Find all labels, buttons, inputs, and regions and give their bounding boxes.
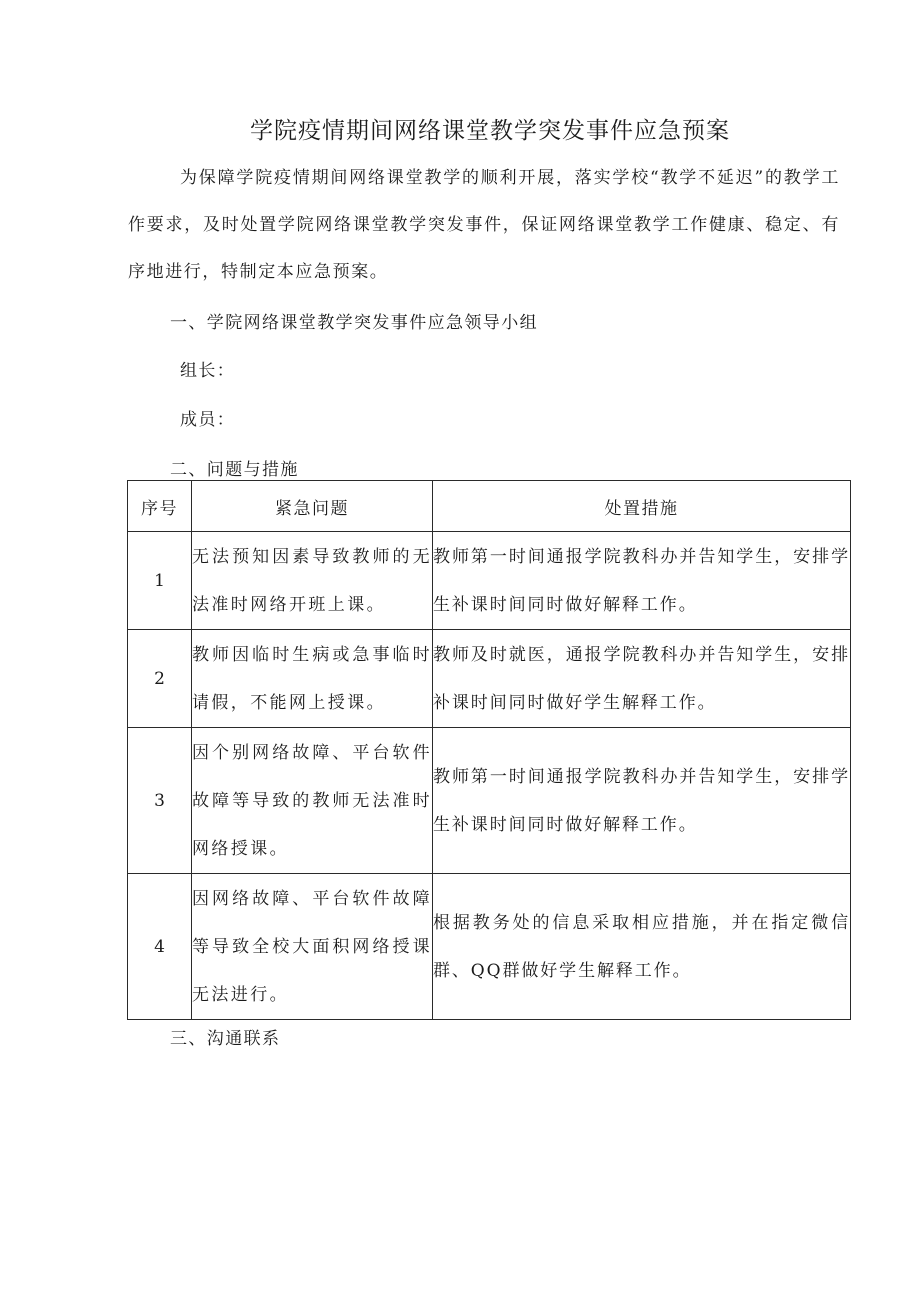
section2-heading: 二、问题与措施: [170, 460, 299, 480]
row-index: 4: [128, 874, 192, 1020]
table-row: [128, 630, 851, 728]
row-action: 教师及时就医，通报学院教科办并告知学生，安排补课时间同时做好学生解释工作。: [433, 630, 851, 728]
table-row: [128, 728, 851, 874]
row-index: 1: [128, 532, 192, 630]
header-issue: 紧急问题: [192, 481, 433, 532]
members-label: 成员：: [180, 410, 236, 430]
row-action: 教师第一时间通报学院教科办并告知学生，安排学生补课时间同时做好解释工作。: [433, 532, 851, 630]
document-title: 学院疫情期间网络课堂教学突发事件应急预案: [250, 118, 730, 144]
row-action: 根据教务处的信息采取相应措施，并在指定微信群、QQ群做好学生解释工作。: [433, 874, 851, 1020]
table-header-row: [128, 481, 851, 532]
row-issue: 教师因临时生病或急事临时请假，不能网上授课。: [192, 630, 433, 728]
row-index: 3: [128, 728, 192, 874]
table-row: [128, 532, 851, 630]
table-row: [128, 874, 851, 1020]
header-action: 处置措施: [433, 481, 851, 532]
section1-heading: 一、学院网络课堂教学突发事件应急领导小组: [170, 313, 538, 333]
row-action: 教师第一时间通报学院教科办并告知学生，安排学生补课时间同时做好解释工作。: [433, 728, 851, 874]
intro-paragraph: 为保障学院疫情期间网络课堂教学的顺利开展，落实学校“教学不延迟”的教学工作要求，及时处置学院网络课堂教学突发事件，保证网络课堂教学工作健康、稳定、有序地进行，特制定本应急预案。: [128, 168, 840, 282]
header-index: 序号: [128, 481, 192, 532]
measures-table: [127, 480, 851, 1020]
section3-heading: 三、沟通联系: [170, 1029, 281, 1049]
row-index: 2: [128, 630, 192, 728]
row-issue: 因网络故障、平台软件故障等导致全校大面积网络授课无法进行。: [192, 874, 433, 1020]
row-issue: 无法预知因素导致教师的无法准时网络开班上课。: [192, 532, 433, 630]
row-issue: 因个别网络故障、平台软件故障等导致的教师无法准时网络授课。: [192, 728, 433, 874]
leader-label: 组长：: [180, 361, 236, 381]
